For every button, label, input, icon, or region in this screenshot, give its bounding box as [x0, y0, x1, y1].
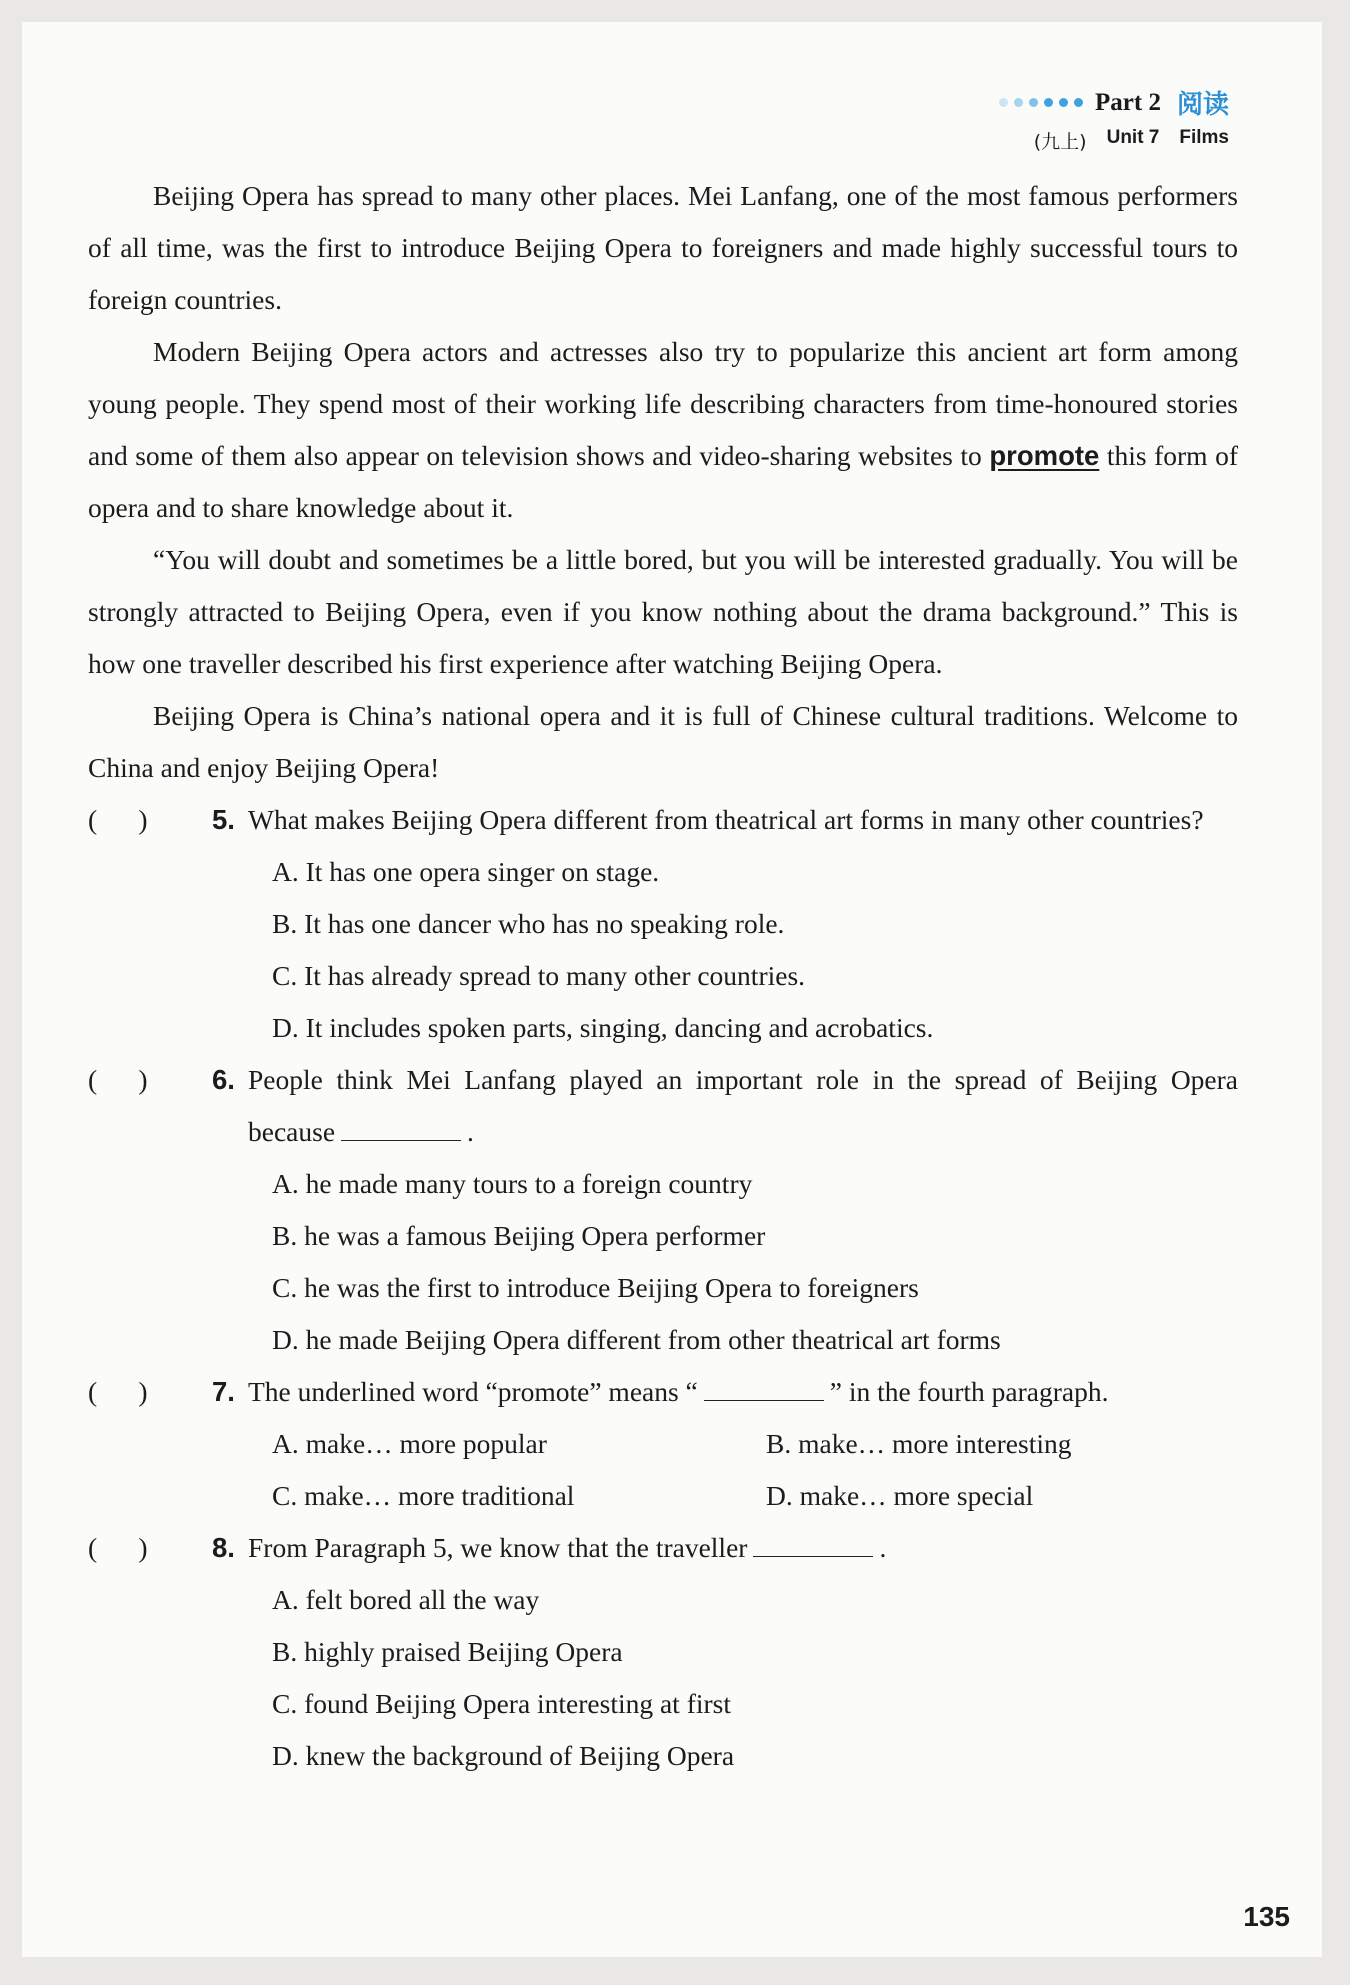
topic-label: Films — [1179, 127, 1229, 148]
option-d: D. he made Beijing Opera different from other theatrical art forms — [272, 1324, 1001, 1355]
question-text — [248, 1522, 1238, 1574]
question-number: 8. — [212, 1532, 235, 1563]
paragraph — [88, 326, 1238, 534]
option-a: A. he made many tours to a foreign country — [272, 1168, 753, 1199]
underlined-word: promote — [989, 440, 1100, 471]
dot-icon — [999, 98, 1008, 107]
question-5 — [88, 794, 1238, 1054]
dot-icon — [1059, 98, 1068, 107]
option-b: B. make… more interesting — [766, 1428, 1072, 1459]
question-8 — [88, 1522, 1238, 1782]
section-label: 阅读 — [1176, 90, 1229, 120]
question-number: 6. — [212, 1064, 235, 1095]
question-text-part: The underlined word “promote” means “ — [248, 1376, 698, 1407]
answer-bracket[interactable]: ( ) — [88, 1532, 148, 1563]
dots-decoration — [999, 98, 1083, 107]
option-c: C. he was the first to introduce Beijing Opera to foreigners — [272, 1272, 919, 1303]
answer-blank[interactable] — [704, 1376, 824, 1401]
dot-icon — [1029, 98, 1038, 107]
option-d: D. It includes spoken parts, singing, dancing and acrobatics. — [272, 1012, 934, 1043]
answer-blank[interactable] — [341, 1116, 461, 1141]
answer-bracket[interactable]: ( ) — [88, 804, 148, 835]
option-a: A. felt bored all the way — [272, 1584, 540, 1615]
page — [22, 22, 1322, 1957]
option-b: B. highly praised Beijing Opera — [272, 1636, 623, 1667]
dot-icon — [1044, 98, 1053, 107]
question-text-part: People think Mei Lanfang played an important role in the spread of Beijing Opera because — [248, 1064, 1238, 1147]
paragraph: “You will doubt and sometimes be a little bored, but you will be interested gradually. You will be strongly attracted to Beijing Opera, even if you know nothing about the drama background.” This is how one traveller described his first experience after watching Beijing Opera. — [88, 544, 1238, 679]
question-text: What makes Beijing Opera different from theatrical art forms in many other countries? — [248, 804, 1204, 835]
grade-label: (九上) — [1033, 131, 1087, 153]
option-c: C. found Beijing Opera interesting at first — [272, 1688, 732, 1719]
page-header — [999, 84, 1229, 154]
answer-blank[interactable] — [753, 1532, 873, 1557]
question-number: 5. — [212, 804, 235, 835]
question-text — [248, 1366, 1238, 1418]
paragraph: Beijing Opera has spread to many other places. Mei Lanfang, one of the most famous performers of all time, was the first to introduce Beijing Opera to foreigners and made highly successful tours to foreign countries. — [88, 180, 1238, 315]
option-d: D. knew the background of Beijing Opera — [272, 1740, 735, 1771]
option-grid — [272, 1418, 1238, 1522]
question-text-part: ” in the fourth paragraph. — [829, 1376, 1109, 1407]
question-text — [248, 1054, 1238, 1158]
question-text-part: . — [879, 1532, 887, 1563]
dot-icon — [1074, 98, 1083, 107]
question-text-part: . — [467, 1116, 474, 1147]
page-number: 135 — [1243, 1901, 1290, 1932]
paragraph: Beijing Opera is China’s national opera and it is full of Chinese cultural traditions. Welcome to China and enjoy Beijing Opera! — [88, 700, 1238, 783]
option-a: A. make… more popular — [272, 1428, 547, 1459]
question-7 — [88, 1366, 1238, 1522]
paragraph-text: Modern Beijing Opera actors and actresses also try to popularize this ancient art form among young people. They spend most of their working life describing characters from time-honoured stories and some of them also appear on television shows and video-sharing websites to — [88, 336, 1238, 471]
answer-bracket[interactable]: ( ) — [88, 1376, 148, 1407]
answer-bracket[interactable]: ( ) — [88, 1064, 148, 1095]
reading-content — [88, 170, 1238, 1782]
question-text-part: From Paragraph 5, we know that the traveller — [248, 1532, 748, 1563]
option-a: A. It has one opera singer on stage. — [272, 856, 660, 887]
dot-icon — [1014, 98, 1023, 107]
question-number: 7. — [212, 1376, 235, 1407]
unit-label: Unit 7 — [1106, 127, 1160, 148]
option-c: C. It has already spread to many other countries. — [272, 960, 806, 991]
option-d: D. make… more special — [766, 1480, 1034, 1511]
option-b: B. he was a famous Beijing Opera performer — [272, 1220, 766, 1251]
question-6 — [88, 1054, 1238, 1366]
part-label: Part 2 — [1095, 88, 1161, 116]
paragraph-text: this form of opera and to share knowledge about it. — [88, 440, 1238, 523]
option-c: C. make… more traditional — [272, 1480, 575, 1511]
option-b: B. It has one dancer who has no speaking role. — [272, 908, 785, 939]
